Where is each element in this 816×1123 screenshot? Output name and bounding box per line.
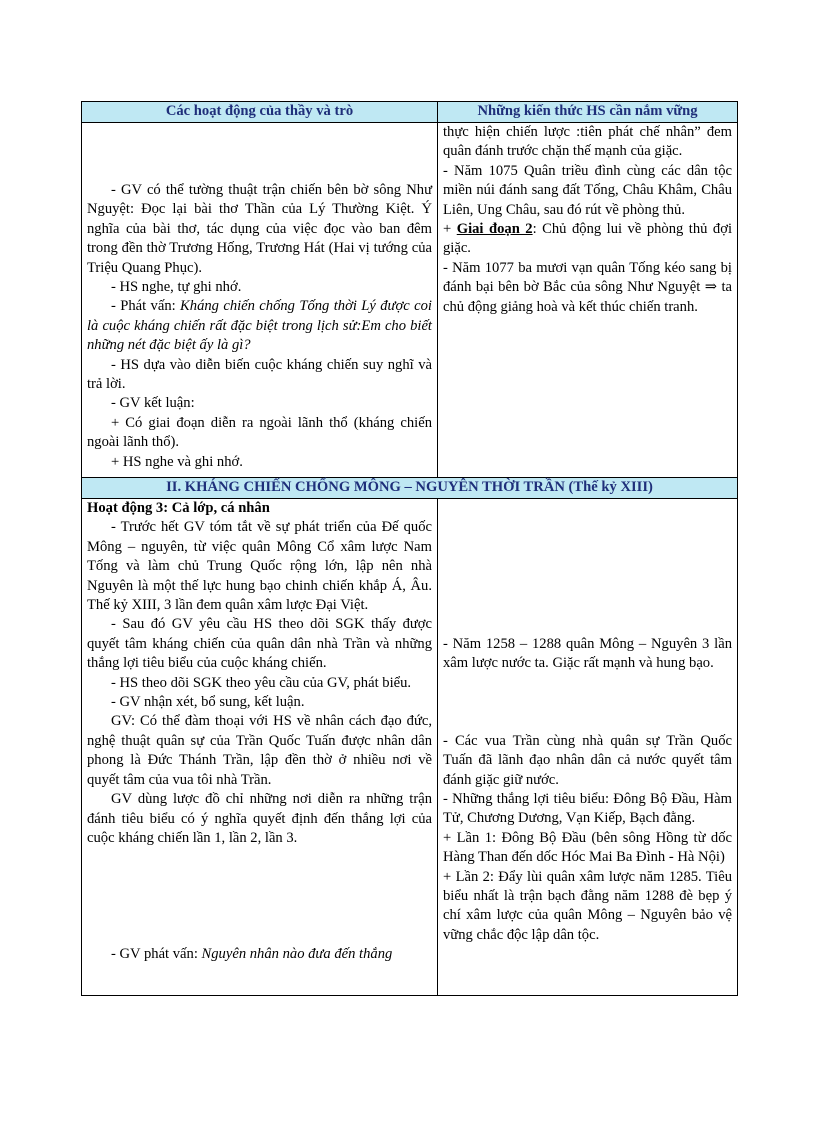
text-run: - Phát vấn: [111, 298, 181, 315]
row2-left-cell [82, 499, 438, 996]
paragraph [443, 220, 732, 259]
text-run: : Chủ động lui về phòng thủ đợi giặc. [443, 221, 732, 257]
arrow-icon: ⇒ [704, 279, 717, 296]
paragraph: - HS nghe, tự ghi nhớ. [111, 279, 242, 296]
text-run: - GV phát vấn: [111, 946, 202, 963]
row1-right-cell [438, 123, 738, 478]
paragraph: - HS dựa vào diễn biến cuộc kháng chiến suy nghĩ và trả lời. [87, 356, 432, 393]
paragraph: - GV có thể tường thuật trận chiến bên bờ sông Như Nguyệt: Đọc lại bài thơ Thần của Lý Thường Kiệt. Ý nghĩa của bài thơ, tác dụng của việc đọc vào ban đêm trong đền thờ Trương Hống, Trương Hát (Hai vị tướng của Triệu Quang Phục). [87, 182, 432, 276]
paragraph: - GV nhận xét, bổ sung, kết luận. [111, 694, 305, 711]
section-title: II. KHÁNG CHIẾN CHỐNG MÔNG – NGUYÊN THỜI TRẦN (Thế kỷ XIII) [82, 478, 738, 499]
paragraph: - Sau đó GV yêu cầu HS theo dõi SGK thấy được quyết tâm kháng chiến của quân dân nhà Trần và những thắng lợi tiêu biểu của cuộc kháng chiến. [87, 616, 432, 672]
paragraph [443, 259, 732, 317]
activity-heading: Hoạt động 3: Cả lớp, cá nhân [87, 500, 270, 516]
paragraph: - Những thắng lợi tiêu biểu: Đông Bộ Đầu, Hàm Tử, Chương Dương, Vạn Kiếp, Bạch đằng. [443, 791, 732, 827]
paragraph: - Các vua Trần cùng nhà quân sự Trần Quốc Tuấn đã lãnh đạo nhân dân cả nước quyết tâm đánh giặc giữ nước. [443, 732, 732, 788]
paragraph [87, 945, 432, 964]
paragraph: + Lần 1: Đông Bộ Đầu (bên sông Hồng từ dốc Hàng Than đến dốc Hóc Mai Ba Đình - Hà Nội) [443, 829, 732, 866]
paragraph: - GV kết luận: [111, 395, 195, 412]
paragraph: GV dùng lược đồ chỉ những nơi diễn ra những trận đánh tiêu biểu có ý nghĩa quyết định đến thắng lợi của cuộc kháng chiến lần 1, lần 2, lần 3. [87, 791, 432, 846]
spacer [87, 123, 432, 181]
question-text: Kháng chiến chống Tống thời Lý được coi là cuộc kháng chiến rất đặc biệt trong lịch sử:Em cho biết những nét đặc biệt ấy là gì? [87, 298, 432, 354]
paragraph: + Có giai đoạn diễn ra ngoài lãnh thổ (kháng chiến ngoài lãnh thổ). [87, 414, 432, 451]
paragraph: + Lần 2: Đẩy lùi quân xâm lược năm 1285. Tiêu biểu nhất là trận bạch đằng năm 1288 đè bẹp ý chí xâm lược của quân Mông – Nguyên bảo vệ vững chắc độc lập dân tộc. [443, 868, 732, 943]
header-knowledge: Những kiến thức HS cần nắm vững [438, 102, 738, 123]
text-run: ta chủ động giảng hoà và kết thúc chiến tranh. [443, 279, 732, 315]
header-activities: Các hoạt động của thầy và trò [82, 102, 438, 123]
stage-label: Giai đoạn 2 [456, 221, 533, 238]
row1-left-cell [82, 123, 438, 478]
paragraph: - Năm 1258 – 1288 quân Mông – Nguyên 3 lần xâm lược nước ta. Giặc rất mạnh và hung bạo. [443, 636, 732, 672]
lesson-table [81, 101, 738, 996]
paragraph: - Trước hết GV tóm tắt về sự phát triển của Đế quốc Mông – nguyên, từ việc quân Mông Cổ xâm lược Nam Tống và làm chủ Trung Quốc rộng lớn, lập nên nhà Nguyên là một thế lực hung bạo chinh chiến khắp Á, Âu. Thế kỷ XIII, 3 lần đem quân xâm lược Đại Việt. [87, 519, 432, 614]
paragraph: - Năm 1075 Quân triều đình cùng các dân tộc miền núi đánh sang đất Tống, Châu Khâm, Châu Liên, Ung Châu, sau đó rút về phòng thủ. [443, 162, 732, 218]
paragraph: - HS theo dõi SGK theo yêu cầu của GV, phát biểu. [111, 674, 412, 691]
row2-right-cell [438, 499, 738, 996]
table-row [82, 499, 738, 996]
paragraph: thực hiện chiến lược :tiên phát chế nhân” đem quân đánh trước chặn thế mạnh của giặc. [443, 124, 732, 160]
table-header-row [82, 102, 738, 123]
paragraph: GV: Có thể đàm thoại với HS về nhân cách đạo đức, nghệ thuật quân sự của Trần Quốc Tuấn được nhân dân phong là Đức Thánh Trần, lập đền thờ ở nhiều nơi về quyết tâm của vua tôi nhà Trần. [87, 713, 432, 788]
question-text: Nguyên nhân nào đưa đến thắng [201, 946, 393, 963]
spacer [87, 848, 432, 945]
table-row [82, 123, 738, 478]
paragraph: + HS nghe và ghi nhớ. [111, 453, 243, 470]
spacer [443, 499, 732, 635]
text-run: - Năm 1077 ba mươi vạn quân Tống kéo sang bị đánh bại bên bờ Bắc của sông Như Nguyệt [443, 259, 732, 296]
section-row [82, 478, 738, 499]
spacer [443, 674, 732, 732]
text-run: + [443, 221, 457, 238]
paragraph [87, 297, 432, 355]
